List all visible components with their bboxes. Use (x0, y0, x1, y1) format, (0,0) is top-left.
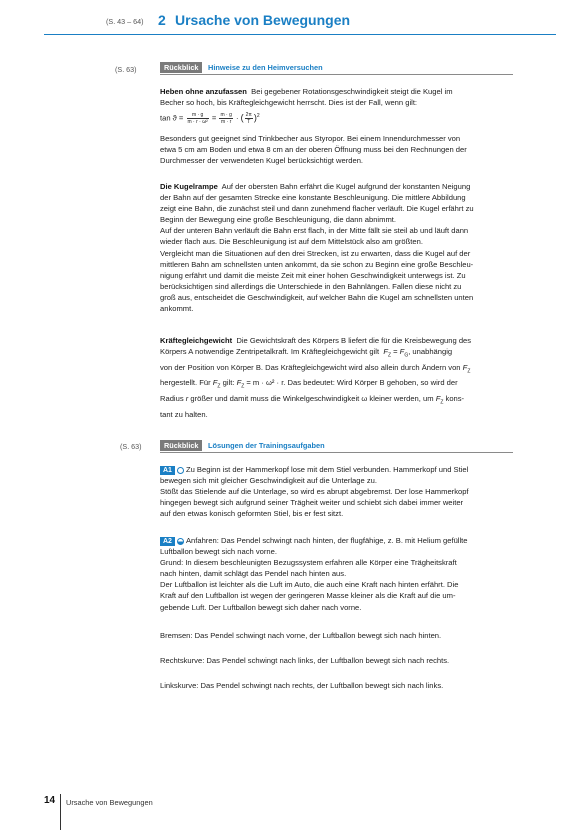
paragraph-text: Radius (160, 393, 184, 403)
paragraph-line: auf den etwas konisch geformten Stiel, bis er fest sitzt. (160, 509, 344, 519)
formula-equals: = (211, 113, 217, 123)
formula-fraction-3 (245, 112, 253, 125)
paragraph-line: Bremsen: Das Pendel schwingt nach vorne, der Luftballon bewegt sich nach hinten. (160, 631, 442, 640)
symbol-equals: = (391, 347, 400, 357)
task-tag-a2: A2 (160, 537, 175, 546)
paragraph-text: Die Gewichtskraft des Körpers B liefert die für die Kreisbewegung des (236, 336, 472, 345)
paragraph-line: der Bahn auf der gesamten Strecke eine konstante Beschleunigung. Die mittlere Abbildung (160, 193, 466, 203)
paragraph-line: Beginn der Bewegung eine große Beschleunigung, die dann abnimmt. (160, 215, 396, 225)
fraction-numerator: m · g (187, 112, 209, 119)
section1-page-ref: (S. 63) (115, 65, 137, 74)
answer-a2-linkskurve (160, 680, 520, 691)
paragraph-text: kons- (445, 393, 465, 403)
fraction-denominator: T (247, 119, 251, 125)
formula-tan: tan ϑ = $\frac{m \cdot g}{\text{m · r · ω²}}$ = $\frac{m \cdot g}{m \cdot r}$ · ( $\frac{2\pi}{T}$ )$^2$ (160, 112, 260, 125)
footer-divider (60, 794, 61, 830)
paragraph-text: Bei gegebener Rotationsgeschwindigkeit steigt die Kugel im (251, 87, 453, 96)
paragraph-line: Rechtskurve: Das Pendel schwingt nach links, der Luftballon bewegt sich nach rechts. (160, 656, 450, 665)
fraction-numerator: m · g (220, 112, 232, 118)
paragraph-line: tant zu halten. (160, 409, 208, 419)
symbol-subscript: Z (387, 352, 392, 359)
paragraph-text: , unabhängig (408, 347, 453, 357)
symbol: r (185, 393, 189, 403)
paragraph-line: Vergleicht man die Situationen auf den drei Strecken, ist zu erwarten, dass die Kugel auf der (160, 248, 471, 258)
answer-a2-bremsen (160, 630, 520, 641)
paragraph-kugelrampe (160, 181, 520, 314)
symbol-subscript: Z (467, 368, 471, 375)
symbol: F (236, 378, 242, 388)
formula-lhs: tan ϑ = (160, 113, 184, 123)
chapter-title: Ursache von Bewegungen (175, 12, 351, 28)
answer-a2-rechtskurve (160, 655, 520, 666)
section1-badge: Rückblick (160, 62, 202, 73)
section2-header (160, 440, 513, 453)
section1-title: Hinweise zu den Heimversuchen (208, 63, 323, 72)
paragraph-line: Luftballon bewegt sich nach vorne. (160, 547, 277, 557)
paragraph-line: Kraft auf den Luftballon ist wegen der geringeren Masse kleiner als die Kraft auf die um- (160, 591, 456, 601)
paragraph-line: Linkskurve: Das Pendel schwingt nach rechts, der Luftballon bewegt sich nach links. (160, 681, 444, 690)
paragraph-line: mittleren Bahn am schnellsten unten ankommt, da sie schon zu Beginn eine große Beschleu- (160, 259, 474, 269)
paragraph-text: Auf der obersten Bahn erfährt die Kugel aufgrund der konstanten Neigung (221, 182, 471, 191)
paragraph-line: Stößt das Stielende auf die Unterlage, so wird es abrupt abgebremst. Der lose Hammerkopf (160, 487, 469, 497)
footer-title: Ursache von Bewegungen (66, 798, 153, 807)
formula-exponent: 2 (256, 112, 260, 119)
paragraph-lead: Die Kugelrampe (160, 182, 218, 191)
paragraph-line: nigung erfährt und damit die meiste Zeit mit einer hohen Geschwindigkeit unterwegs ist. Zu (160, 270, 466, 280)
symbol: F (383, 347, 388, 357)
paragraph-line: ankommt. (160, 304, 194, 314)
paragraph-text: Körpers A notwendige Zentripetalkraft. Im Kräftegleichgewicht gilt (160, 347, 380, 357)
paragraph-line: groß aus, entscheidet die Geschwindigkeit, auf welcher Bahn die Kugel am schnellsten unten (160, 292, 474, 302)
chapter-number: 2 (158, 12, 166, 28)
paragraph-line: Durchmesser der verwendeten Kugel berücksichtigt werden. (160, 156, 364, 166)
symbol-subscript: Z (241, 383, 245, 390)
paragraph-line: zeigt eine Bahn, die zunächst steil und dann zunehmend flacher verläuft. Die Kugel erfährt zu (160, 204, 474, 214)
section2-page-ref: (S. 63) (120, 442, 142, 451)
paragraph-lead: Kräftegleichgewicht (160, 336, 233, 345)
paragraph-text: von der Position von Körper B. Das Kräftegleichgewicht wird also allein durch Ändern von (160, 362, 461, 372)
symbol-subscript: G (404, 352, 409, 359)
paragraph-line: Der Luftballon ist leichter als die Luft im Auto, die auch eine Kraft nach hinten erfährt. Die (160, 580, 459, 590)
paragraph-text: Zu Beginn ist der Hammerkopf lose mit dem Stiel verbunden. Hammerkopf und Stiel (185, 465, 469, 474)
paragraph-text: Becher so hoch, bis Kräftegleichgewicht herrscht. Dies ist der Fall, wenn gilt: (160, 98, 418, 108)
symbol: F (399, 347, 405, 357)
paragraph-line: etwa 5 cm am Boden und etwa 8 cm an der oberen Öffnung muss bei den Rechnungen der (160, 145, 467, 155)
formula-fraction-2 (219, 112, 232, 125)
paragraph-line: Auf der unteren Bahn verläuft die Bahn erst flach, in der Mitte fällt sie steil ab und läuft dann (160, 226, 469, 236)
paragraph-kraeftegleichgewicht (160, 335, 520, 420)
paragraph-line: gebende Luft. Der Luftballon bewegt sich daher nach vorne. (160, 602, 362, 612)
symbol: F (462, 362, 468, 372)
fraction-denominator: m · r (221, 119, 232, 125)
symbol-subscript: Z (217, 383, 221, 390)
section1-header (160, 62, 513, 75)
paragraph-text: gilt: (222, 378, 235, 388)
task-tag-a1: A1 (160, 466, 175, 475)
paragraph-line: berücksichtigen sind allerdings die Unterschiede in den Bahnlängen. Fallen diese nicht zu (160, 281, 462, 291)
paragraph-line: bewegen sich mit gleicher Geschwindigkeit auf die Unterlage zu. (160, 476, 377, 486)
paragraph-text: = m · ω² · r. Das bedeutet: Wird Körper B gehoben, so wird der (244, 378, 458, 388)
paragraph-line: hingegen bewegt sich aufgrund seiner Trägheit weiter und schiebt sich dabei immer weiter (160, 498, 464, 508)
symbol: F (212, 378, 218, 388)
paragraph-line: nach hinten, damit schlägt das Pendel nach hinten aus. (160, 569, 347, 579)
paragraph-line: Grund: In diesem beschleunigten Bezugssystem erfahren alle Körper eine Trägheitskraft (160, 558, 457, 568)
fraction-numerator: 2π (245, 112, 252, 118)
paragraph-text: hergestellt. Für (160, 378, 211, 388)
answer-a1 (160, 464, 520, 519)
difficulty-medium-icon (177, 538, 184, 545)
section2-badge: Rückblick (160, 440, 202, 451)
header-rule (44, 34, 556, 35)
paragraph-heben (160, 86, 520, 108)
paragraph-text: Anfahren: Das Pendel schwingt nach hinten, der flugfähige, z. B. mit Helium gefüllte (185, 536, 468, 545)
formula-fraction-1 (187, 112, 209, 125)
section2-title: Lösungen der Trainingsaufgaben (208, 441, 325, 450)
chapter-page-range: (S. 43 – 64) (106, 17, 144, 26)
difficulty-easy-icon (177, 467, 184, 474)
paragraph-line: wieder flach aus. Die Beschleunigung ist auf dem Mittelstück also am größten. (160, 237, 423, 247)
paragraph-line: Besonders gut geeignet sind Trinkbecher aus Styropor. Bei einem Innendurchmesser von (160, 134, 461, 143)
page-number: 14 (44, 795, 56, 806)
symbol-subscript: Z (440, 399, 444, 406)
answer-a2 (160, 535, 520, 613)
fraction-denominator: m · r · ω² (187, 119, 208, 125)
paragraph-lead: Heben ohne anzufassen (160, 87, 247, 96)
paragraph-text: größer und damit muss die Winkelgeschwindigkeit ω kleiner werden, um (190, 393, 434, 403)
symbol: F (435, 393, 441, 403)
formula-dot: · (236, 113, 239, 123)
paragraph-becher (160, 133, 520, 166)
